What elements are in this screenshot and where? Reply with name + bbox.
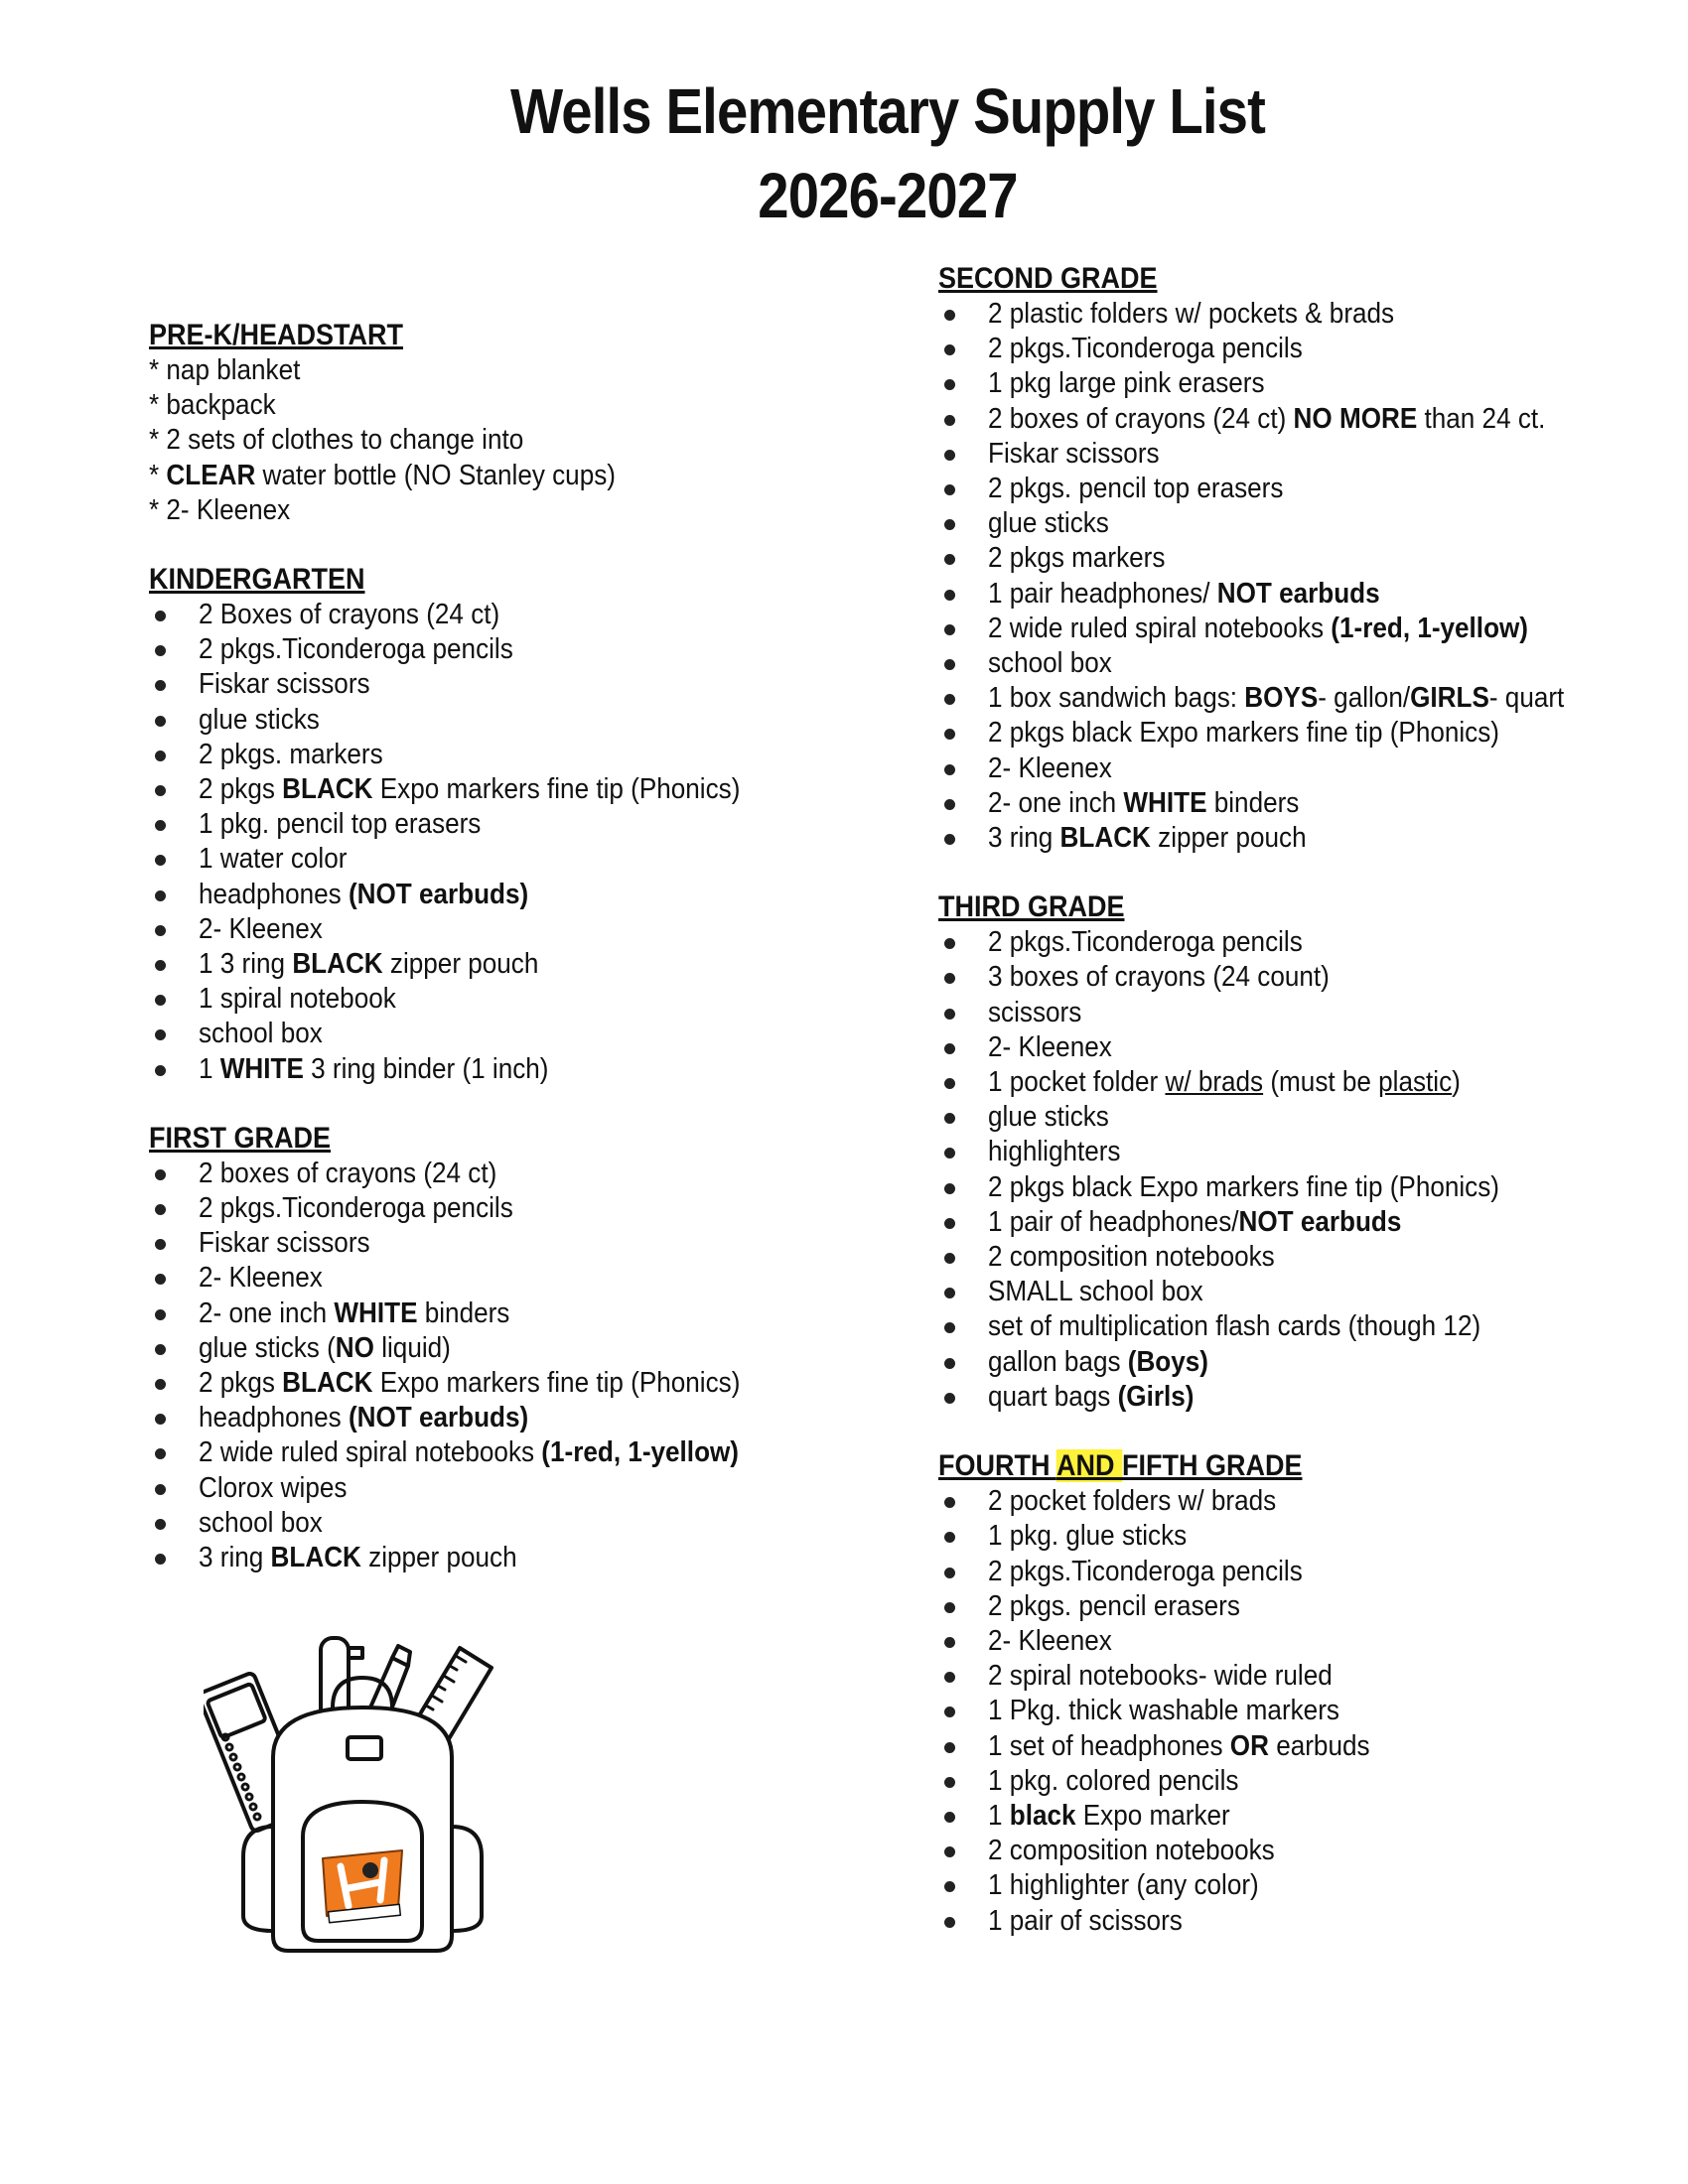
- section-heading-kindergarten: KINDERGARTEN: [149, 563, 365, 597]
- list-item-text: * 2 sets of clothes to change into: [149, 424, 524, 457]
- list-item-text: 1 3 ring BLACK zipper pouch: [199, 948, 539, 981]
- left-column: [149, 318, 884, 1609]
- list-item: [938, 1555, 1673, 1589]
- list-item: [149, 1471, 884, 1506]
- notebook-label: [207, 1684, 265, 1738]
- list-item-text: 2 pkgs. pencil erasers: [988, 1589, 1240, 1622]
- backpack-handle: [333, 1678, 392, 1707]
- list-item-text: 1 pkg. glue sticks: [988, 1520, 1188, 1553]
- list-item-text: 2 wide ruled spiral notebooks (1-red, 1-yellow): [199, 1436, 740, 1469]
- list-item: [938, 1868, 1673, 1903]
- list-item-text: 1 pair of headphones/NOT earbuds: [988, 1205, 1402, 1238]
- list-item: [938, 577, 1673, 612]
- list-item-text: Fiskar scissors: [199, 1227, 370, 1260]
- list-item: [938, 1694, 1673, 1728]
- second-grade-list: [938, 297, 1673, 856]
- list-item: [149, 738, 884, 772]
- list-item-text: 1 spiral notebook: [199, 983, 396, 1016]
- list-item-text: SMALL school box: [988, 1276, 1203, 1308]
- list-item: [938, 1729, 1673, 1764]
- list-item: [149, 772, 884, 807]
- section-fourth-fifth-grade: [938, 1448, 1673, 1939]
- list-item-text: * 2- Kleenex: [149, 493, 291, 526]
- section-heading-second-grade: SECOND GRADE: [938, 262, 1158, 295]
- list-item-text: 1 box sandwich bags: BOYS- gallon/GIRLS- quart: [988, 682, 1565, 715]
- school-logo: [323, 1850, 402, 1923]
- list-item-text: glue sticks: [988, 1101, 1109, 1134]
- list-item: [149, 912, 884, 947]
- list-item: [149, 1366, 884, 1401]
- section-heading-fourth-fifth-grade: [938, 1448, 1600, 1484]
- page-subtitle-year: 2026-2027: [758, 160, 1018, 231]
- list-item: [149, 878, 884, 912]
- list-item: [938, 1380, 1673, 1415]
- list-item-text: 1 pair headphones/ NOT earbuds: [988, 577, 1380, 610]
- list-item-text: 2 boxes of crayons (24 ct): [199, 1157, 497, 1189]
- list-item: [149, 1226, 884, 1261]
- list-item: [938, 1275, 1673, 1309]
- list-item-text: 2 spiral notebooks- wide ruled: [988, 1660, 1333, 1693]
- list-item-text: 2 composition notebooks: [988, 1835, 1275, 1867]
- list-item-text: 1 pkg. colored pencils: [988, 1764, 1239, 1797]
- list-item-text: 2 pkgs.Ticonderoga pencils: [988, 926, 1303, 959]
- section-second-grade: [938, 261, 1673, 856]
- list-item: [938, 1030, 1673, 1065]
- list-item-text: 2- Kleenex: [988, 1624, 1112, 1657]
- list-item: [149, 1261, 884, 1296]
- right-column: [938, 261, 1673, 1973]
- list-item-text: Fiskar scissors: [988, 437, 1160, 470]
- list-item: [149, 1052, 884, 1087]
- list-item-text: 2 pkgs. pencil top erasers: [988, 473, 1284, 505]
- list-item: [938, 1135, 1673, 1169]
- list-item: [938, 751, 1673, 786]
- list-item-text: glue sticks (NO liquid): [199, 1331, 451, 1364]
- section-heading-third-grade: THIRD GRADE: [938, 890, 1125, 924]
- list-item-text: 1 pocket folder w/ brads (must be plastic): [988, 1066, 1461, 1099]
- list-item: [938, 1309, 1673, 1344]
- list-item-text: 2 pkgs BLACK Expo markers fine tip (Phonics): [199, 773, 741, 806]
- list-item: [938, 1589, 1673, 1624]
- list-item-text: 2- Kleenex: [988, 751, 1112, 784]
- list-item-text: 2 pkgs.Ticonderoga pencils: [988, 1555, 1303, 1587]
- list-item-text: Clorox wipes: [199, 1471, 348, 1504]
- list-item: [938, 681, 1673, 716]
- list-item: [938, 1659, 1673, 1694]
- list-item: [149, 1435, 884, 1470]
- list-item: [149, 1157, 884, 1191]
- list-item: [938, 1484, 1673, 1519]
- list-item-text: * backpack: [149, 389, 276, 422]
- list-item-text: 1 pkg large pink erasers: [988, 367, 1265, 400]
- list-item-text: 2 pkgs markers: [988, 542, 1166, 575]
- list-item: [938, 506, 1673, 541]
- list-item: [938, 1205, 1673, 1240]
- first-grade-list: [149, 1157, 884, 1575]
- list-item-text: 2- Kleenex: [199, 912, 323, 945]
- list-item-text: 2 pkgs.Ticonderoga pencils: [199, 1192, 513, 1225]
- list-item: [149, 459, 884, 493]
- list-item-text: glue sticks: [988, 507, 1109, 540]
- list-item-text: 1 set of headphones OR earbuds: [988, 1729, 1370, 1762]
- list-item-text: 2 pkgs black Expo markers fine tip (Phonics): [988, 1170, 1499, 1203]
- list-item: [938, 925, 1673, 960]
- heading-part: FOURTH: [938, 1449, 1056, 1483]
- backpack-side-pocket-left: [243, 1827, 273, 1931]
- list-item: [938, 297, 1673, 332]
- list-item-text: 1 black Expo marker: [988, 1799, 1230, 1832]
- section-kindergarten: [149, 562, 884, 1087]
- list-item: [938, 1100, 1673, 1135]
- ruler-ticks: [420, 1656, 466, 1721]
- list-item-text: 2 pocket folders w/ brads: [988, 1485, 1277, 1518]
- list-item: [938, 332, 1673, 366]
- list-item-text: 2- Kleenex: [988, 1030, 1112, 1063]
- list-item: [938, 366, 1673, 401]
- list-item-text: 3 ring BLACK zipper pouch: [199, 1542, 517, 1574]
- list-item-text: highlighters: [988, 1136, 1121, 1168]
- list-item-text: 2 pkgs. markers: [199, 738, 383, 770]
- list-item: [149, 598, 884, 632]
- list-item-text: 2- one inch WHITE binders: [988, 786, 1300, 819]
- list-item: [149, 493, 884, 528]
- list-item: [149, 703, 884, 738]
- list-item-text: scissors: [988, 996, 1082, 1028]
- list-item: [938, 1345, 1673, 1380]
- heading-part: FIFTH GRADE: [1121, 1449, 1303, 1483]
- list-item-text: 1 highlighter (any color): [988, 1869, 1259, 1902]
- list-item-text: glue sticks: [199, 703, 320, 736]
- list-item-text: headphones (NOT earbuds): [199, 878, 529, 910]
- section-first-grade: [149, 1121, 884, 1575]
- list-item-text: set of multiplication flash cards (though 12): [988, 1310, 1481, 1343]
- list-item: [938, 960, 1673, 995]
- list-item-text: 2 boxes of crayons (24 ct) NO MORE than 24 ct.: [988, 402, 1546, 435]
- list-item: [149, 667, 884, 702]
- backpack-icon: [204, 1628, 521, 1966]
- list-item: [149, 1331, 884, 1366]
- list-item-text: 2 pkgs.Ticonderoga pencils: [988, 333, 1303, 365]
- marker-clip: [349, 1648, 362, 1658]
- list-item-text: * nap blanket: [149, 354, 301, 386]
- list-item-text: 1 pair of scissors: [988, 1904, 1183, 1937]
- list-item: [938, 1904, 1673, 1939]
- list-item-text: 2- one inch WHITE binders: [199, 1297, 510, 1329]
- list-item: [938, 472, 1673, 506]
- list-item: [149, 353, 884, 388]
- section-heading-first-grade: FIRST GRADE: [149, 1121, 332, 1155]
- list-item-text: 2 wide ruled spiral notebooks (1-red, 1-yellow): [988, 612, 1529, 644]
- list-item-text: school box: [199, 1018, 323, 1050]
- highlighted-word: AND: [1055, 1449, 1122, 1483]
- list-item: [938, 1519, 1673, 1554]
- list-item-text: 1 pkg. pencil top erasers: [199, 808, 482, 841]
- third-grade-list: [938, 925, 1673, 1415]
- list-item: [149, 632, 884, 667]
- list-item-text: 3 ring BLACK zipper pouch: [988, 822, 1307, 855]
- list-item: [938, 1065, 1673, 1100]
- list-item-text: 2 Boxes of crayons (24 ct): [199, 599, 500, 631]
- list-item: [938, 996, 1673, 1030]
- list-item: [149, 807, 884, 842]
- list-item: [149, 1541, 884, 1575]
- list-item: [149, 423, 884, 458]
- list-item: [149, 842, 884, 877]
- list-item: [938, 1764, 1673, 1799]
- list-item-text: Fiskar scissors: [199, 668, 370, 701]
- list-item-text: school box: [199, 1506, 323, 1539]
- list-item: [938, 1624, 1673, 1659]
- list-item-text: school box: [988, 647, 1112, 680]
- list-item: [938, 612, 1673, 646]
- section-heading-prek: PRE-K/HEADSTART: [149, 319, 404, 351]
- list-item: [938, 716, 1673, 751]
- prek-list: [149, 353, 884, 528]
- backpack-side-pocket-right: [452, 1827, 482, 1931]
- list-item: [149, 1506, 884, 1541]
- page-title: Wells Elementary Supply List: [510, 75, 1265, 147]
- list-item: [149, 982, 884, 1017]
- list-item-text: 2 pkgs black Expo markers fine tip (Phonics): [988, 717, 1499, 750]
- kindergarten-list: [149, 598, 884, 1087]
- list-item-text: 1 water color: [199, 843, 348, 876]
- list-item: [938, 1240, 1673, 1275]
- list-item-text: headphones (NOT earbuds): [199, 1402, 529, 1434]
- list-item-text: 3 boxes of crayons (24 count): [988, 961, 1330, 994]
- list-item: [938, 1799, 1673, 1834]
- list-item-text: * CLEAR water bottle (NO Stanley cups): [149, 459, 616, 491]
- list-item-text: 2- Kleenex: [199, 1262, 323, 1295]
- list-item: [149, 1401, 884, 1435]
- list-item-text: 2 composition notebooks: [988, 1241, 1275, 1274]
- list-item: [149, 1017, 884, 1051]
- list-item: [938, 821, 1673, 856]
- list-item: [149, 1297, 884, 1331]
- list-item: [149, 1191, 884, 1226]
- list-item: [938, 646, 1673, 681]
- list-item-text: quart bags (Girls): [988, 1380, 1195, 1413]
- list-item-text: gallon bags (Boys): [988, 1345, 1208, 1378]
- list-item: [938, 1170, 1673, 1205]
- list-item-text: 1 Pkg. thick washable markers: [988, 1695, 1339, 1727]
- list-item-text: 2 pkgs.Ticonderoga pencils: [199, 633, 513, 666]
- list-item: [149, 388, 884, 423]
- fourth-fifth-grade-list: [938, 1484, 1673, 1939]
- list-item-text: 2 plastic folders w/ pockets & brads: [988, 298, 1395, 330]
- list-item-text: 2 pkgs BLACK Expo markers fine tip (Phonics): [199, 1367, 741, 1400]
- list-item: [938, 786, 1673, 821]
- section-prek: [149, 318, 884, 528]
- list-item: [938, 1834, 1673, 1868]
- list-item-text: 1 WHITE 3 ring binder (1 inch): [199, 1052, 549, 1085]
- list-item: [149, 947, 884, 982]
- list-item: [938, 402, 1673, 437]
- list-item: [938, 541, 1673, 576]
- list-item: [938, 437, 1673, 472]
- section-third-grade: [938, 889, 1673, 1415]
